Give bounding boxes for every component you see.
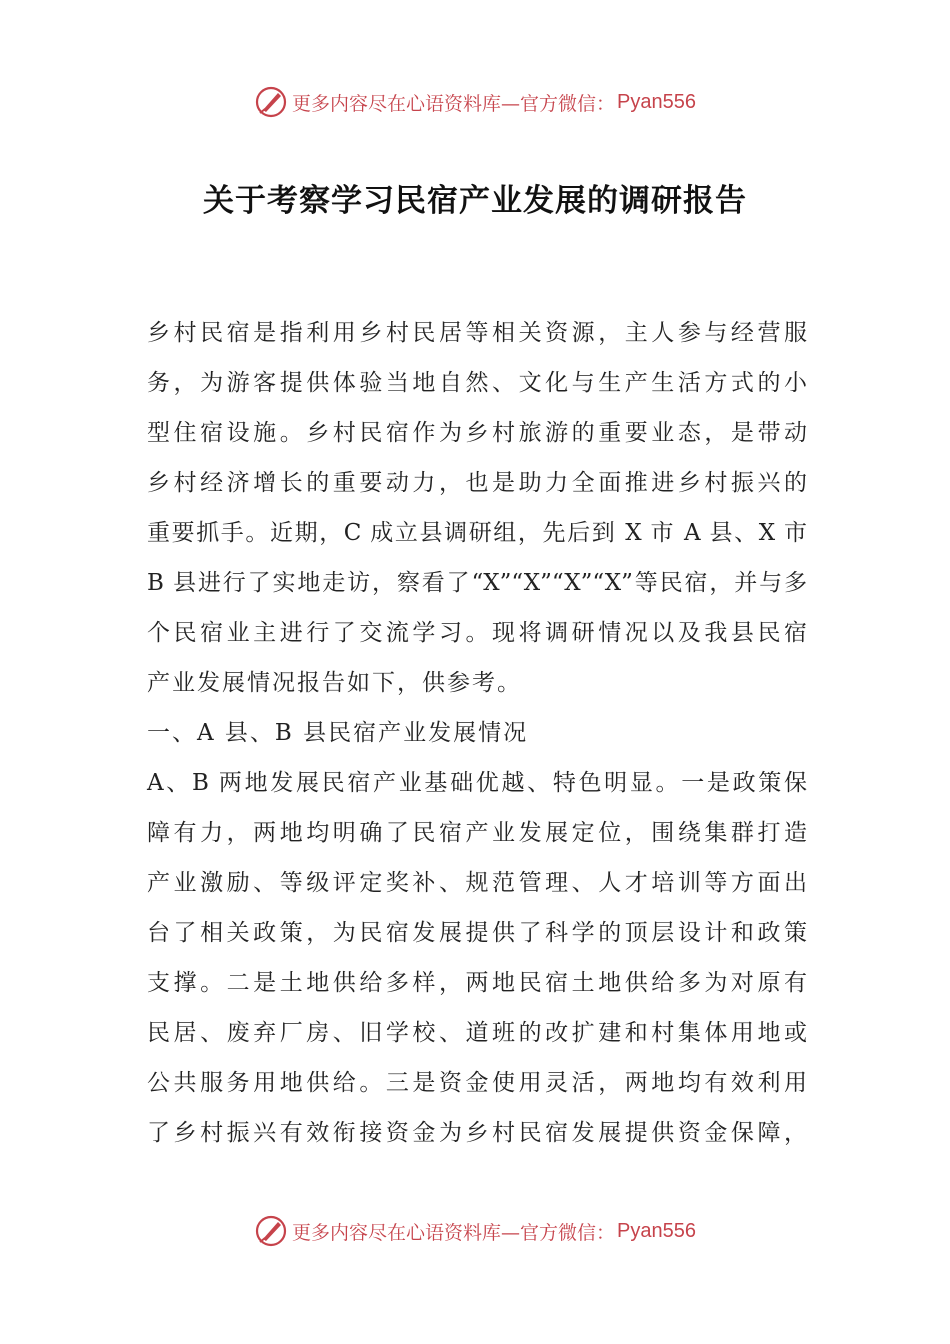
body-line: B 县进行了实地走访，察看了“X”“X”“X”“X”等民宿，并与多	[147, 570, 807, 596]
body-line: A、B 两地发展民宿产业基础优越、特色明显。一是政策保	[147, 770, 807, 796]
watermark-wechat-id: Pyan556	[617, 90, 696, 113]
body-line: 产业激励、等级评定奖补、规范管理、人才培训等方面出	[147, 870, 807, 896]
body-line: 台了相关政策，为民宿发展提供了科学的顶层设计和政策	[147, 920, 807, 946]
body-line: 乡村民宿是指利用乡村民居等相关资源，主人参与经营服	[147, 320, 807, 346]
body-line: 民居、废弃厂房、旧学校、道班的改扩建和村集体用地或	[147, 1020, 807, 1046]
body-line: 产业发展情况报告如下，供参考。	[147, 670, 522, 696]
watermark-header	[0, 82, 950, 122]
document-body	[147, 308, 807, 1158]
quill-logo-icon	[254, 85, 288, 119]
body-line: 了乡村振兴有效衔接资金为乡村民宿发展提供资金保障，	[147, 1120, 807, 1146]
body-line: 重要抓手。近期，C 成立县调研组，先后到 X 市 A 县、X 市	[147, 520, 807, 546]
body-line: 型住宿设施。乡村民宿作为乡村旅游的重要业态，是带动	[147, 420, 807, 446]
watermark-wechat-id: Pyan556	[617, 1219, 696, 1242]
body-line: 障有力，两地均明确了民宿产业发展定位，围绕集群打造	[147, 820, 807, 846]
watermark-text: 更多内容尽在心语资料库—官方微信：	[292, 1221, 616, 1244]
quill-logo-icon	[254, 1214, 288, 1248]
body-line: 个民宿业主进行了交流学习。现将调研情况以及我县民宿	[147, 620, 807, 646]
body-line: 支撑。二是土地供给多样，两地民宿土地供给多为对原有	[147, 970, 807, 996]
watermark-footer	[0, 1211, 950, 1251]
body-line: 乡村经济增长的重要动力，也是助力全面推进乡村振兴的	[147, 470, 807, 496]
body-line: 务，为游客提供体验当地自然、文化与生产生活方式的小	[147, 370, 807, 396]
document-title: 关于考察学习民宿产业发展的调研报告	[203, 183, 747, 219]
section-heading: 一、A 县、B 县民宿产业发展情况	[147, 720, 529, 746]
body-line: 公共服务用地供给。三是资金使用灵活，两地均有效利用	[147, 1070, 807, 1096]
watermark-text: 更多内容尽在心语资料库—官方微信：	[292, 92, 616, 115]
